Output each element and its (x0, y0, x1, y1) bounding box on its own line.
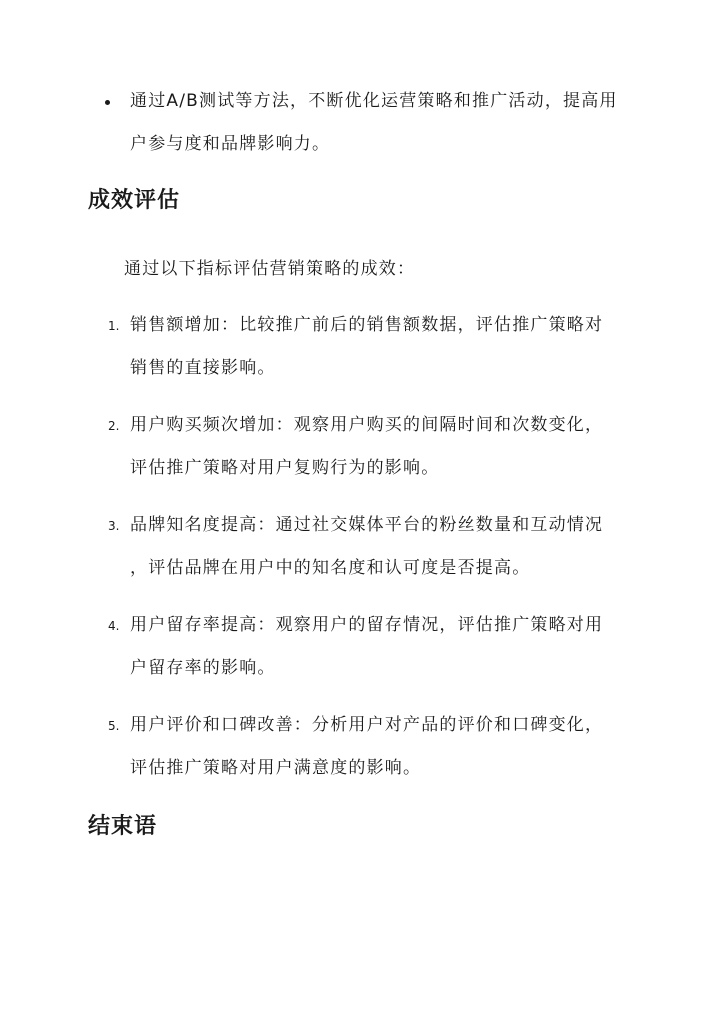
list-item-text-line-1: 用户购买频次增加：观察用户购买的间隔时间和次数变化， (130, 415, 604, 435)
effect-intro-text: 通过以下指标评估营销策略的成效： (124, 259, 416, 279)
section-heading-effect: 成效评估 (88, 188, 181, 213)
list-item-text-line-1: 用户留存率提高：观察用户的留存情况，评估推广策略对用 (130, 615, 604, 635)
list-number: 2. (108, 419, 120, 433)
bullet-icon (105, 100, 110, 105)
list-item-text-line-2: 评估推广策略对用户复购行为的影响。 (130, 458, 440, 478)
list-item-text-line-1: 用户评价和口碑改善：分析用户对产品的评价和口碑变化， (130, 715, 604, 735)
bullet-text-line-1: 通过A/B测试等方法，不断优化运营策略和推广活动，提高用 (130, 91, 618, 111)
list-number: 1. (108, 319, 120, 333)
bullet-text-line-2: 户参与度和品牌影响力。 (130, 134, 331, 154)
section-heading-conclusion: 结束语 (88, 814, 158, 839)
list-item-text-line-1: 品牌知名度提高：通过社交媒体平台的粉丝数量和互动情况 (130, 515, 604, 535)
list-item-text-line-1: 销售额增加：比较推广前后的销售额数据，评估推广策略对 (130, 315, 604, 335)
list-item-text-line-2: 户留存率的影响。 (130, 658, 276, 678)
list-number: 3. (108, 519, 120, 533)
list-item-text-line-2: ，评估品牌在用户中的知名度和认可度是否提高。 (130, 558, 531, 578)
list-item-text-line-2: 评估推广策略对用户满意度的影响。 (130, 758, 422, 778)
list-number: 4. (108, 619, 120, 633)
list-number: 5. (108, 719, 120, 733)
list-item-text-line-2: 销售的直接影响。 (130, 358, 276, 378)
